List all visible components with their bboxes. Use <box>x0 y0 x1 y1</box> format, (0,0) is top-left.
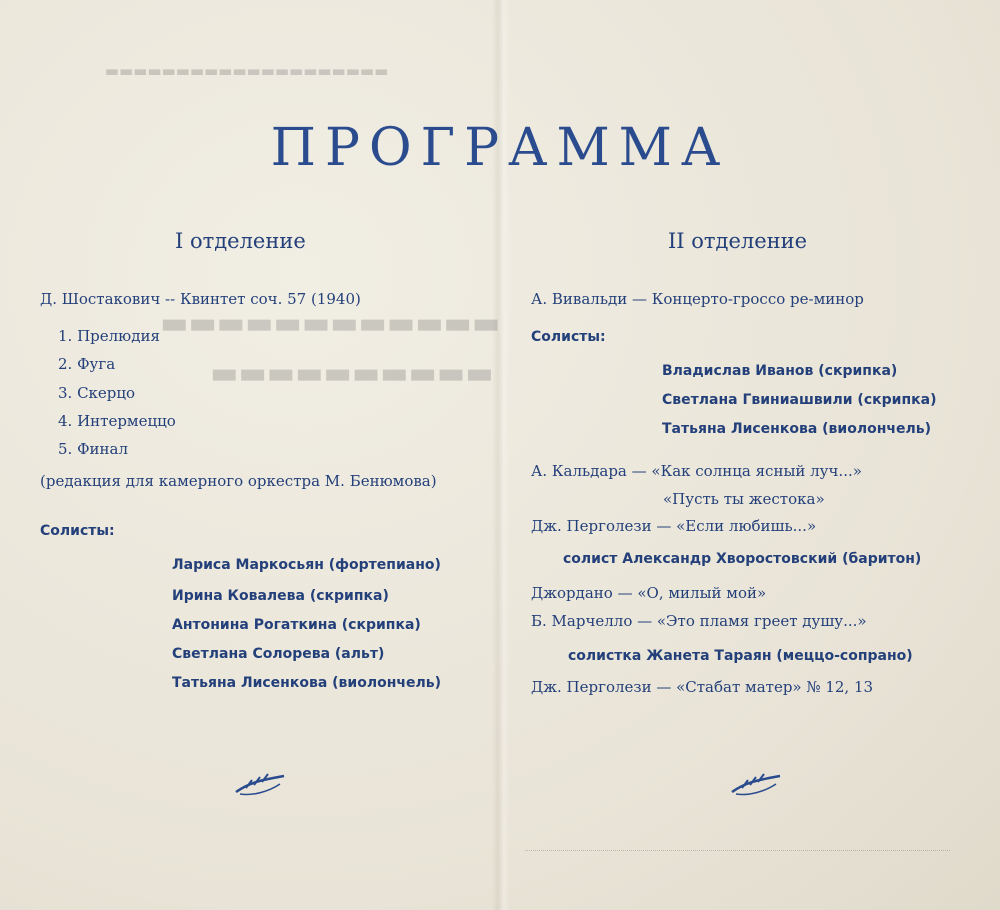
pergolesi-line: Дж. Перголези — «Если любишь...» <box>531 517 817 535</box>
vivaldi-line: А. Вивальди — Концерто-гроссо ре-минор <box>531 290 864 308</box>
movement-item: 4. Интермеццо <box>58 412 176 430</box>
soloist-item: Лариса Маркосьян (фортепиано) <box>172 557 441 573</box>
pergolesi-stabat-line: Дж. Перголези — «Стабат матер» № 12, 13 <box>531 678 874 696</box>
soloist-baritone: солист Александр Хворостовский (баритон) <box>563 551 922 567</box>
soloists-label: Солисты: <box>531 329 606 345</box>
bleed-through-decoration: ▬▬▬▬▬▬▬▬▬▬▬▬ <box>160 306 501 341</box>
caldara-line-2: «Пусть ты жестока» <box>663 490 825 508</box>
soloist-mezzo: солистка Жанета Тараян (меццо-сопрано) <box>568 648 913 664</box>
section-2-heading: II отделение <box>668 229 808 253</box>
movement-item: 5. Финал <box>58 440 128 458</box>
soloists-label: Солисты: <box>40 523 115 539</box>
soloist-item: Татьяна Лисенкова (виолончель) <box>662 421 931 437</box>
ornament-icon <box>232 770 288 798</box>
movement-item: 2. Фуга <box>58 355 116 373</box>
edition-note: (редакция для камерного оркестра М. Бенюмова) <box>40 472 437 490</box>
ornament-icon <box>728 770 784 798</box>
marcello-line: Б. Марчелло — «Это пламя греет душу...» <box>531 612 867 630</box>
section-1-heading: I отделение <box>175 229 306 253</box>
bleed-through-decoration: ​▬▬▬▬▬▬▬▬▬▬▬▬▬▬▬▬▬▬▬▬ <box>105 62 389 80</box>
soloist-item: Владислав Иванов (скрипка) <box>662 363 898 379</box>
soloist-item: Ирина Ковалева (скрипка) <box>172 588 389 604</box>
movement-item: 3. Скерцо <box>58 384 136 402</box>
soloist-item: Светлана Солорева (альт) <box>172 646 385 662</box>
soloist-item: Светлана Гвиниашвили (скрипка) <box>662 392 937 408</box>
page-title: ПРОГРАММА <box>270 118 730 178</box>
movement-item: 1. Прелюдия <box>58 327 160 345</box>
giordano-line: Джордано — «О, милый мой» <box>531 584 767 602</box>
printer-rule <box>525 850 950 851</box>
soloist-item: Антонина Рогаткина (скрипка) <box>172 617 421 633</box>
bleed-through-decoration: ▬▬▬▬▬▬▬▬▬▬ <box>210 356 494 391</box>
caldara-line: А. Кальдара — «Как солнца ясный луч...» <box>531 462 862 480</box>
soloist-item: Татьяна Лисенкова (виолончель) <box>172 675 441 691</box>
composer-line: Д. Шостакович -- Квинтет соч. 57 (1940) <box>40 290 361 308</box>
